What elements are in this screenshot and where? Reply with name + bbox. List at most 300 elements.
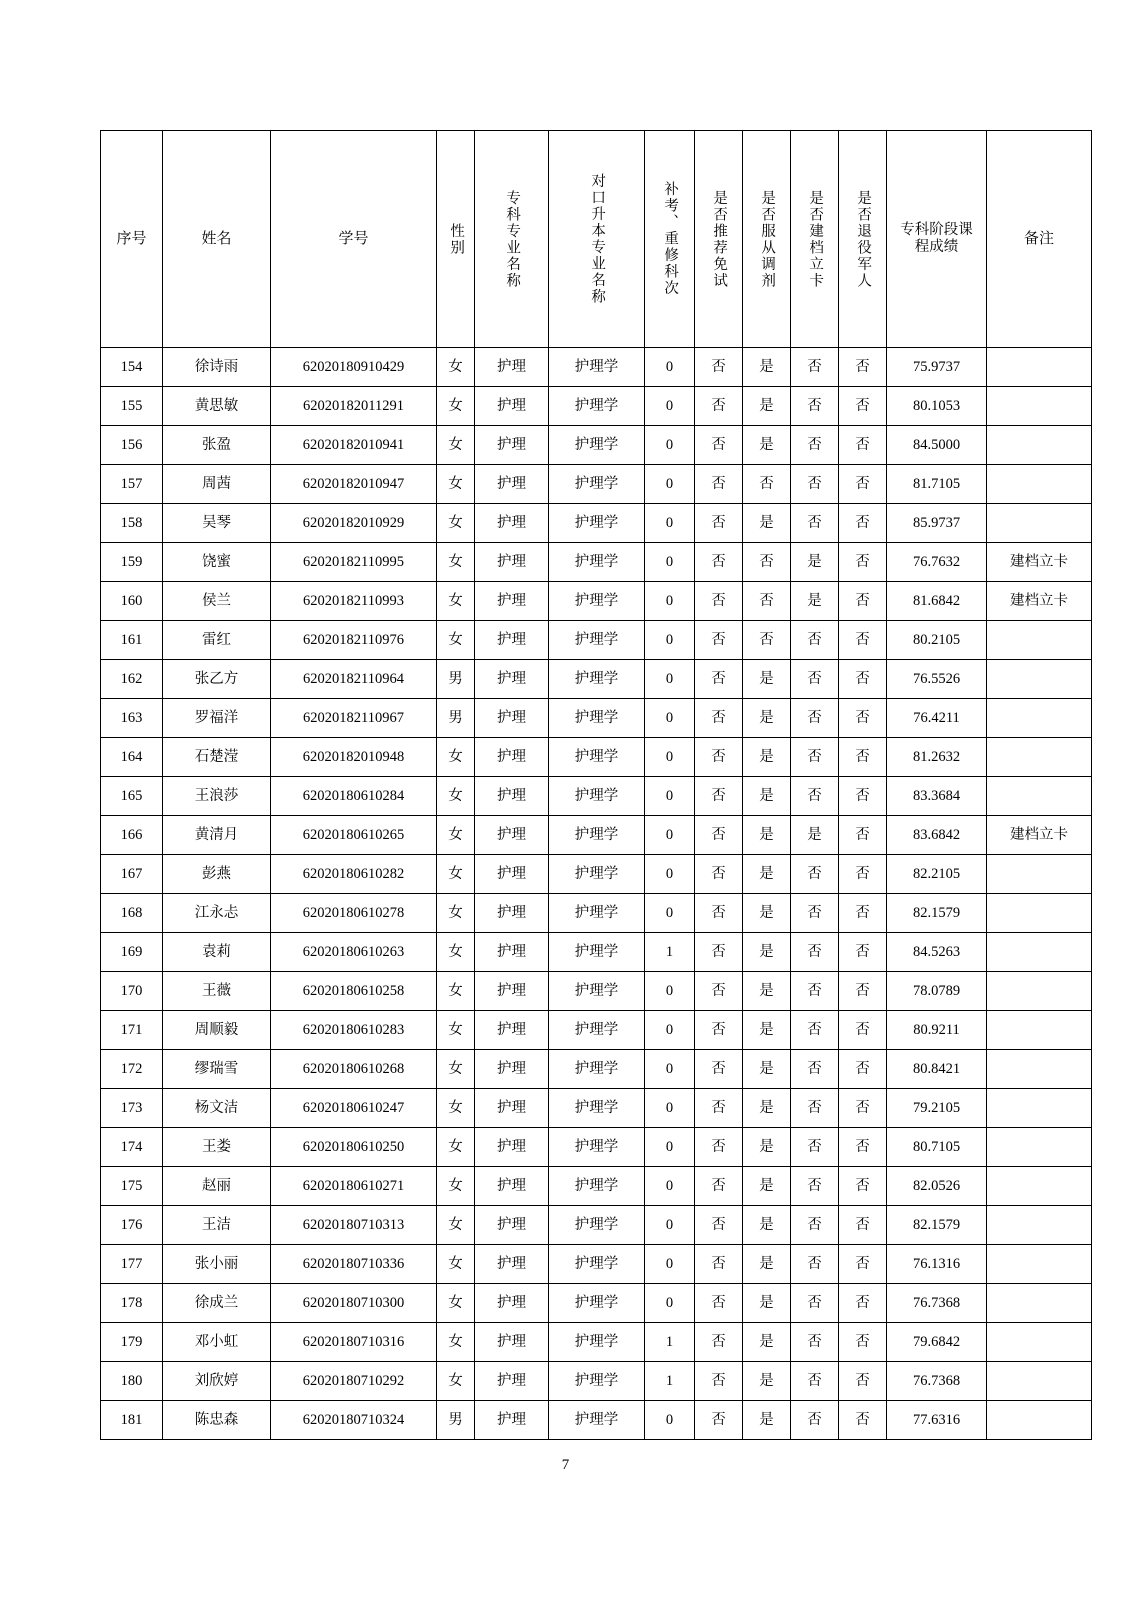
cell-target-major: 护理学 [549,348,645,387]
cell-accept-adjust: 是 [743,972,791,1011]
cell-retake-count: 0 [645,387,695,426]
column-header-index [101,131,163,348]
cell-college-major: 护理 [475,1050,549,1089]
cell-name: 王洁 [163,1206,271,1245]
cell-retake-count: 0 [645,621,695,660]
cell-recommend-exempt: 否 [695,387,743,426]
cell-student-id: 62020180610268 [271,1050,437,1089]
cell-retake-count: 0 [645,699,695,738]
cell-score: 83.3684 [887,777,987,816]
cell-score: 78.0789 [887,972,987,1011]
cell-gender: 女 [437,855,475,894]
table-body [101,348,1092,1440]
cell-poverty-card: 否 [791,777,839,816]
cell-accept-adjust: 是 [743,1167,791,1206]
cell-student-id: 62020182010941 [271,426,437,465]
cell-retake-count: 1 [645,1323,695,1362]
cell-name: 周顺毅 [163,1011,271,1050]
cell-poverty-card: 否 [791,660,839,699]
cell-veteran: 否 [839,426,887,465]
cell-veteran: 否 [839,816,887,855]
cell-student-id: 62020180710316 [271,1323,437,1362]
cell-veteran: 否 [839,660,887,699]
cell-college-major: 护理 [475,465,549,504]
column-header-score [887,131,987,348]
cell-name: 王薇 [163,972,271,1011]
cell-score: 80.2105 [887,621,987,660]
column-header-student-id-label: 学号 [338,231,369,247]
cell-remark [987,1401,1092,1440]
cell-student-id: 62020180710324 [271,1401,437,1440]
cell-name: 石楚滢 [163,738,271,777]
cell-recommend-exempt: 否 [695,777,743,816]
cell-remark [987,738,1092,777]
cell-target-major: 护理学 [549,504,645,543]
column-header-veteran [839,131,887,348]
cell-retake-count: 0 [645,348,695,387]
cell-name: 周茜 [163,465,271,504]
cell-recommend-exempt: 否 [695,1362,743,1401]
cell-gender: 女 [437,621,475,660]
cell-target-major: 护理学 [549,582,645,621]
cell-poverty-card: 是 [791,816,839,855]
column-header-student-id [271,131,437,348]
cell-recommend-exempt: 否 [695,972,743,1011]
cell-remark [987,1011,1092,1050]
cell-retake-count: 0 [645,1245,695,1284]
cell-accept-adjust: 否 [743,621,791,660]
column-header-target-major [549,131,645,348]
cell-index: 163 [101,699,163,738]
cell-remark [987,1089,1092,1128]
table-row [101,894,1092,933]
cell-gender: 女 [437,582,475,621]
cell-retake-count: 0 [645,660,695,699]
cell-index: 174 [101,1128,163,1167]
cell-gender: 女 [437,894,475,933]
cell-index: 161 [101,621,163,660]
cell-score: 80.8421 [887,1050,987,1089]
cell-target-major: 护理学 [549,1245,645,1284]
cell-college-major: 护理 [475,972,549,1011]
cell-remark [987,426,1092,465]
cell-student-id: 62020180710313 [271,1206,437,1245]
cell-target-major: 护理学 [549,465,645,504]
cell-recommend-exempt: 否 [695,426,743,465]
cell-index: 168 [101,894,163,933]
cell-retake-count: 0 [645,816,695,855]
cell-veteran: 否 [839,348,887,387]
cell-college-major: 护理 [475,387,549,426]
cell-name: 刘欣婷 [163,1362,271,1401]
cell-poverty-card: 否 [791,738,839,777]
cell-score: 80.1053 [887,387,987,426]
cell-recommend-exempt: 否 [695,933,743,972]
table-row [101,1011,1092,1050]
cell-poverty-card: 否 [791,1401,839,1440]
cell-college-major: 护理 [475,933,549,972]
column-header-score-label: 专科阶段课程成绩 [900,221,973,255]
cell-name: 邓小虹 [163,1323,271,1362]
table-row [101,1401,1092,1440]
column-header-poverty-card-label: 是否建档立卡 [807,189,824,289]
cell-student-id: 62020182110995 [271,543,437,582]
cell-gender: 女 [437,1167,475,1206]
cell-accept-adjust: 是 [743,933,791,972]
cell-name: 张盈 [163,426,271,465]
cell-gender: 女 [437,738,475,777]
cell-target-major: 护理学 [549,933,645,972]
column-header-gender [437,131,475,348]
cell-name: 黄清月 [163,816,271,855]
cell-accept-adjust: 是 [743,1401,791,1440]
cell-student-id: 62020180610284 [271,777,437,816]
cell-poverty-card: 否 [791,699,839,738]
cell-veteran: 否 [839,543,887,582]
cell-name: 陈忠森 [163,1401,271,1440]
cell-retake-count: 0 [645,855,695,894]
cell-poverty-card: 否 [791,1089,839,1128]
cell-index: 162 [101,660,163,699]
cell-remark [987,348,1092,387]
cell-index: 173 [101,1089,163,1128]
cell-remark [987,1245,1092,1284]
cell-student-id: 62020180610283 [271,1011,437,1050]
cell-remark [987,1206,1092,1245]
cell-target-major: 护理学 [549,426,645,465]
cell-accept-adjust: 是 [743,1284,791,1323]
cell-recommend-exempt: 否 [695,738,743,777]
cell-recommend-exempt: 否 [695,348,743,387]
cell-score: 82.0526 [887,1167,987,1206]
cell-name: 黄思敏 [163,387,271,426]
cell-remark: 建档立卡 [987,816,1092,855]
table-row [101,1362,1092,1401]
cell-remark [987,933,1092,972]
cell-index: 171 [101,1011,163,1050]
cell-gender: 女 [437,504,475,543]
column-header-index-label: 序号 [116,231,147,247]
cell-college-major: 护理 [475,504,549,543]
cell-retake-count: 0 [645,972,695,1011]
cell-score: 79.6842 [887,1323,987,1362]
cell-recommend-exempt: 否 [695,1089,743,1128]
cell-veteran: 否 [839,1245,887,1284]
cell-retake-count: 0 [645,1050,695,1089]
table-row [101,1206,1092,1245]
cell-score: 76.7368 [887,1362,987,1401]
table-row [101,816,1092,855]
cell-target-major: 护理学 [549,387,645,426]
cell-retake-count: 0 [645,1284,695,1323]
cell-accept-adjust: 是 [743,1050,791,1089]
table-row [101,387,1092,426]
cell-student-id: 62020182010929 [271,504,437,543]
table-row [101,933,1092,972]
cell-veteran: 否 [839,894,887,933]
cell-student-id: 62020182110967 [271,699,437,738]
cell-retake-count: 0 [645,504,695,543]
cell-index: 179 [101,1323,163,1362]
cell-poverty-card: 否 [791,504,839,543]
cell-poverty-card: 否 [791,1206,839,1245]
cell-target-major: 护理学 [549,972,645,1011]
cell-poverty-card: 否 [791,933,839,972]
cell-student-id: 62020180710300 [271,1284,437,1323]
cell-score: 82.2105 [887,855,987,894]
column-header-remark-label: 备注 [1023,231,1054,247]
cell-student-id: 62020182010947 [271,465,437,504]
cell-index: 156 [101,426,163,465]
cell-student-id: 62020180710336 [271,1245,437,1284]
cell-veteran: 否 [839,1362,887,1401]
cell-score: 80.7105 [887,1128,987,1167]
cell-remark [987,387,1092,426]
table-header [101,131,1092,348]
cell-gender: 女 [437,1128,475,1167]
cell-gender: 女 [437,1284,475,1323]
cell-retake-count: 1 [645,933,695,972]
cell-gender: 女 [437,933,475,972]
table-row [101,1089,1092,1128]
cell-poverty-card: 否 [791,465,839,504]
cell-student-id: 62020180610263 [271,933,437,972]
cell-name: 饶蜜 [163,543,271,582]
cell-name: 袁莉 [163,933,271,972]
cell-student-id: 62020180610247 [271,1089,437,1128]
cell-gender: 男 [437,660,475,699]
cell-remark [987,699,1092,738]
cell-remark [987,855,1092,894]
table-row [101,777,1092,816]
column-header-college-major-label: 专科专业名称 [504,189,521,289]
cell-accept-adjust: 是 [743,1323,791,1362]
cell-score: 77.6316 [887,1401,987,1440]
column-header-accept-adjust [743,131,791,348]
cell-index: 178 [101,1284,163,1323]
column-header-veteran-label: 是否退役军人 [855,189,872,289]
table-row [101,582,1092,621]
cell-accept-adjust: 是 [743,1089,791,1128]
cell-retake-count: 0 [645,1089,695,1128]
cell-poverty-card: 否 [791,426,839,465]
cell-student-id: 62020182110993 [271,582,437,621]
cell-score: 82.1579 [887,894,987,933]
cell-college-major: 护理 [475,1245,549,1284]
cell-name: 徐成兰 [163,1284,271,1323]
cell-accept-adjust: 是 [743,387,791,426]
cell-retake-count: 0 [645,1401,695,1440]
cell-name: 张小丽 [163,1245,271,1284]
cell-remark [987,972,1092,1011]
cell-gender: 女 [437,816,475,855]
cell-target-major: 护理学 [549,1206,645,1245]
cell-gender: 女 [437,465,475,504]
cell-college-major: 护理 [475,855,549,894]
cell-poverty-card: 是 [791,582,839,621]
cell-score: 79.2105 [887,1089,987,1128]
table-row [101,1323,1092,1362]
cell-poverty-card: 否 [791,1167,839,1206]
cell-gender: 女 [437,348,475,387]
cell-gender: 女 [437,543,475,582]
column-header-name-label: 姓名 [201,231,232,247]
column-header-retake-count-label: 补考、重修科次 [662,181,679,297]
cell-college-major: 护理 [475,543,549,582]
cell-accept-adjust: 是 [743,504,791,543]
cell-college-major: 护理 [475,582,549,621]
cell-accept-adjust: 是 [743,699,791,738]
cell-index: 154 [101,348,163,387]
cell-poverty-card: 否 [791,1284,839,1323]
cell-index: 169 [101,933,163,972]
cell-college-major: 护理 [475,777,549,816]
cell-college-major: 护理 [475,348,549,387]
cell-index: 175 [101,1167,163,1206]
column-header-name [163,131,271,348]
cell-college-major: 护理 [475,1089,549,1128]
cell-recommend-exempt: 否 [695,1011,743,1050]
cell-accept-adjust: 是 [743,1245,791,1284]
cell-recommend-exempt: 否 [695,621,743,660]
cell-index: 166 [101,816,163,855]
table-row [101,543,1092,582]
table-row [101,504,1092,543]
cell-recommend-exempt: 否 [695,816,743,855]
cell-student-id: 62020182110976 [271,621,437,660]
cell-target-major: 护理学 [549,1323,645,1362]
cell-name: 杨文洁 [163,1089,271,1128]
cell-score: 81.2632 [887,738,987,777]
column-header-recommend-exempt-label: 是否推荐免试 [711,189,728,289]
cell-recommend-exempt: 否 [695,1401,743,1440]
cell-student-id: 62020180610258 [271,972,437,1011]
cell-remark [987,621,1092,660]
cell-remark [987,1362,1092,1401]
cell-accept-adjust: 是 [743,894,791,933]
cell-target-major: 护理学 [549,1050,645,1089]
cell-college-major: 护理 [475,699,549,738]
cell-recommend-exempt: 否 [695,1206,743,1245]
cell-remark [987,1284,1092,1323]
cell-target-major: 护理学 [549,777,645,816]
table-row [101,660,1092,699]
cell-gender: 男 [437,1401,475,1440]
cell-accept-adjust: 是 [743,738,791,777]
cell-recommend-exempt: 否 [695,465,743,504]
cell-recommend-exempt: 否 [695,699,743,738]
cell-score: 75.9737 [887,348,987,387]
cell-index: 181 [101,1401,163,1440]
cell-retake-count: 1 [645,1362,695,1401]
cell-index: 155 [101,387,163,426]
cell-college-major: 护理 [475,660,549,699]
cell-college-major: 护理 [475,738,549,777]
cell-score: 83.6842 [887,816,987,855]
table-row [101,1050,1092,1089]
cell-veteran: 否 [839,855,887,894]
cell-score: 76.1316 [887,1245,987,1284]
cell-college-major: 护理 [475,1362,549,1401]
cell-college-major: 护理 [475,1167,549,1206]
cell-recommend-exempt: 否 [695,660,743,699]
cell-poverty-card: 否 [791,1362,839,1401]
column-header-accept-adjust-label: 是否服从调剂 [759,189,776,289]
cell-veteran: 否 [839,582,887,621]
cell-score: 80.9211 [887,1011,987,1050]
cell-gender: 女 [437,1245,475,1284]
cell-target-major: 护理学 [549,1089,645,1128]
cell-name: 江永忐 [163,894,271,933]
page-number: 7 [561,1457,570,1473]
cell-gender: 女 [437,777,475,816]
cell-retake-count: 0 [645,465,695,504]
cell-recommend-exempt: 否 [695,894,743,933]
cell-poverty-card: 否 [791,1245,839,1284]
cell-retake-count: 0 [645,582,695,621]
cell-student-id: 62020180610265 [271,816,437,855]
cell-veteran: 否 [839,621,887,660]
cell-accept-adjust: 是 [743,1128,791,1167]
cell-target-major: 护理学 [549,894,645,933]
cell-retake-count: 0 [645,738,695,777]
cell-index: 165 [101,777,163,816]
cell-accept-adjust: 是 [743,855,791,894]
cell-college-major: 护理 [475,426,549,465]
cell-name: 徐诗雨 [163,348,271,387]
cell-name: 侯兰 [163,582,271,621]
cell-student-id: 62020180910429 [271,348,437,387]
cell-poverty-card: 否 [791,1011,839,1050]
cell-veteran: 否 [839,1284,887,1323]
cell-retake-count: 0 [645,894,695,933]
cell-index: 157 [101,465,163,504]
cell-student-id: 62020180610271 [271,1167,437,1206]
cell-name: 彭燕 [163,855,271,894]
cell-college-major: 护理 [475,1128,549,1167]
cell-accept-adjust: 是 [743,1362,791,1401]
cell-retake-count: 0 [645,777,695,816]
cell-target-major: 护理学 [549,1011,645,1050]
cell-name: 罗福洋 [163,699,271,738]
cell-index: 167 [101,855,163,894]
cell-accept-adjust: 是 [743,1206,791,1245]
cell-accept-adjust: 否 [743,465,791,504]
cell-index: 176 [101,1206,163,1245]
cell-poverty-card: 否 [791,387,839,426]
cell-accept-adjust: 是 [743,348,791,387]
cell-accept-adjust: 是 [743,660,791,699]
cell-score: 82.1579 [887,1206,987,1245]
cell-target-major: 护理学 [549,1284,645,1323]
cell-index: 164 [101,738,163,777]
cell-veteran: 否 [839,1401,887,1440]
cell-veteran: 否 [839,738,887,777]
column-header-poverty-card [791,131,839,348]
column-header-retake-count [645,131,695,348]
cell-target-major: 护理学 [549,621,645,660]
cell-veteran: 否 [839,1167,887,1206]
cell-gender: 女 [437,1089,475,1128]
cell-index: 158 [101,504,163,543]
table-row [101,1167,1092,1206]
cell-gender: 女 [437,1206,475,1245]
cell-retake-count: 0 [645,1206,695,1245]
table-row [101,1284,1092,1323]
cell-poverty-card: 否 [791,855,839,894]
cell-remark [987,1323,1092,1362]
cell-recommend-exempt: 否 [695,1050,743,1089]
